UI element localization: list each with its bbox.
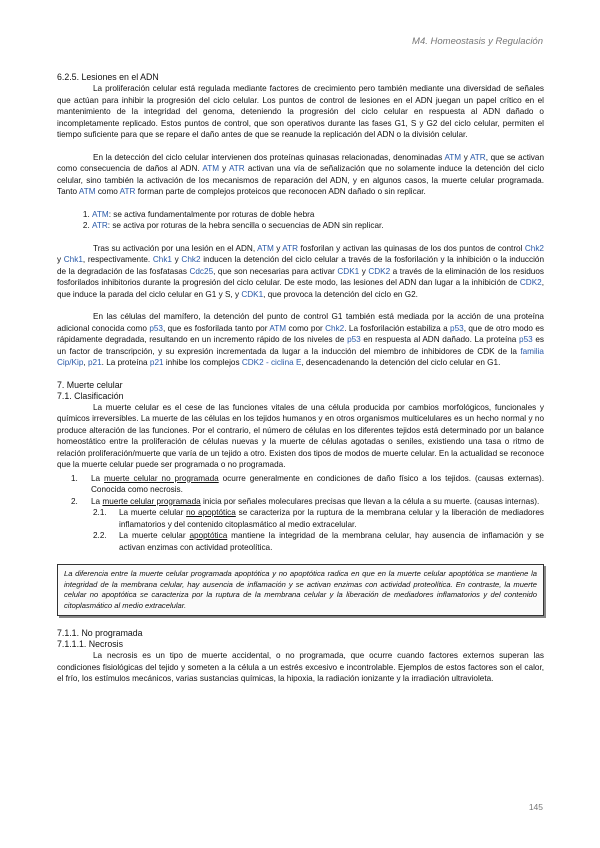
running-header: M4. Homeostasis y Regulación	[412, 36, 543, 47]
keyword: ATM	[257, 243, 274, 253]
keyword: p21	[87, 358, 102, 367]
paragraph-chk: Tras su activación por una lesión en el ADN, ATM y ATR fosforilan y activan las quinasas de los dos puntos de control Chk2 y Chk1, respectivamente. Chk1 y Chk2 inducen la detención del ciclo celular a través de la fosforilación y la inhibición o la inducción de la degradación de las fosfatasas Cdc25, que son necesarias para activar CDK1 y CDK2 a través de la eliminación de los residuos fosforilados inhibitorios durante la progresión del ciclo celular. De este modo, las lesiones del ADN dan lugar a la inhibición de CDK2, que induce la parada del ciclo celular en G1 y S, y CDK1, que provoca la detención del ciclo en G2.	[57, 243, 545, 299]
subsection-title-7-1-1: 7.1.1. No programada	[57, 628, 143, 638]
paragraph-p53: En las células del mamífero, la detención del punto de control G1 también está mediada por la acción de una proteína adicional conocida como p53, que es fosforilada tanto por ATM como por Chk2. La fosforilación estabiliza a p53, que de otro modo es rápidamente degradada, resultando en un incremento rápido de los niveles de p53 en respuesta al ADN dañado. La proteína p53 es un factor de transcripción, y su expresión incrementada da lugar a la inducción del miembro de inhibidores de CDK de la familia Cip/Kip, p21. La proteína p21 inhibe los complejos CDK2 - ciclina E, desencadenando la detención del ciclo celular en G1.	[57, 312, 544, 367]
list-item: 2. ATR: se activa por roturas de la hebra sencilla o secuencias de ADN sin replicar.	[92, 220, 544, 232]
keyword: p53	[347, 335, 361, 344]
keyword: Chk2	[325, 323, 345, 333]
keyword: ATR	[119, 187, 136, 196]
subsection-title-7-1: 7.1. Clasificación	[57, 390, 124, 401]
keyword: ATM	[78, 187, 96, 196]
keyword: Chk2	[524, 243, 544, 253]
page-number: 145	[528, 802, 543, 812]
list-item: 1. ATM: se activa fundamentalmente por roturas de doble hebra	[92, 209, 544, 221]
subsection-title-7-1-1-1: 7.1.1.1. Necrosis	[57, 639, 124, 649]
keyword: Chk1	[152, 255, 172, 264]
keyword: Chk1	[63, 255, 83, 264]
list-item: 2. La muerte celular programada inicia por señales moleculares precisas que llevan a la célula a su muerte. (causas internas). 2.1. La muerte celular no apoptótica se caracteriza por la ruptura de la membrana celular y la liberación de mediadores inflamatorios y del contenido citoplasmático al medio extracelular. 2.2. La muerte celular apoptótica mantiene la integridad de la membrana celular, hay ausencia de inflamación y se activan enzimas con actividad proteolítica.	[71, 496, 544, 552]
keyword: p53	[519, 335, 533, 344]
keyword: Chk2	[181, 255, 201, 264]
keyword: CDK2	[519, 278, 542, 287]
list-item: 1. La muerte celular no programada ocurre generalmente en condiciones de daño físico a los tejidos. (causas externas). Conocida como necrosis.	[71, 473, 544, 494]
paragraph: La necrosis es un tipo de muerte accidental, o no programada, que ocurre cuando factores externos superan las condiciones fisiológicas del tejido y someten a la célula a un estrés excesivo e incontrolable. Ejemplos de estos factores son el calor, el frío, los estímulos mecánicos, varias sustancias químicas, la hipoxia, la radiación ionizante y la irradiación ultravioleta.	[57, 651, 544, 683]
list-item: 2.1. La muerte celular no apoptótica se caracteriza por la ruptura de la membrana celular y la liberación de mediadores inflamatorios y del contenido citoplasmático al medio extracelular.	[93, 508, 544, 529]
keyword: p53	[450, 323, 464, 333]
keyword: CDK2	[368, 266, 391, 276]
list-item: 2.2. La muerte celular apoptótica mantiene la integridad de la membrana celular, hay ausencia de inflamación y se activan enzimas con actividad proteolítica.	[93, 531, 544, 552]
kinase-list	[57, 209, 544, 232]
keyword: ATM	[444, 152, 462, 162]
paragraph: La muerte celular es el cese de las funciones vitales de una célula producida por cambios morfológicos, funcionales y químicos irreversibles. La muerte de las células en los tejidos humanos y en otros organismos multicelulares es un hecho normal y no produce alteración de las funciones. Por el contrario, el número de células en los diferentes tejidos está determinado por un balance homeostático entre la proliferación de células nuevas y la muerte de células agotadas o seniles, existiendo una tasa o ritmo de relación proliferación/muerte que varía de un tejido a otro. Existen dos tipos de modos de muerte celular. En la actualidad se reconoce que la muerte celular puede ser programada o no programada.	[57, 402, 544, 469]
death-types-list	[57, 473, 544, 554]
keyword: Cdc25	[189, 266, 214, 276]
keyword: familia Cip/Kip	[57, 346, 544, 367]
keyword: ATR	[92, 221, 108, 230]
callout-box: La diferencia entre la muerte celular programada apoptótica y no apoptótica radica en que en la muerte celular apoptótica se mantiene la integridad de la membrana celular, hay ausencia de inflamación y se activan enzimas con actividad proteolítica. En contraste, la muerte celular no apoptótica se caracteriza por la ruptura de la membrana celular y la liberación de mediadores inflamatorios y del contenido citoplasmático al medio extracelular.	[57, 564, 544, 616]
keyword: ATM	[269, 323, 287, 333]
keyword: CDK2 - ciclina E	[241, 358, 302, 367]
keyword: ATM	[92, 209, 109, 219]
keyword: ATM	[202, 164, 220, 173]
keyword: ATR	[469, 152, 486, 162]
keyword: CDK1	[337, 266, 360, 276]
keyword: p53	[149, 323, 163, 333]
sublist	[91, 507, 544, 553]
keyword: ATR	[228, 164, 245, 173]
page-content	[57, 72, 544, 696]
section-title-7: 7. Muerte celular	[57, 379, 123, 390]
section-title-6-2-5: 6.2.5. Lesiones en el ADN	[57, 72, 159, 82]
keyword: ATR	[282, 243, 299, 253]
keyword: CDK1	[241, 289, 264, 299]
paragraph: La proliferación celular está regulada mediante factores de crecimiento pero también mediante una diversidad de señales que actúan para inhibir la progresión del ciclo celular. Los puntos de control de lesiones en el ADN juegan un papel crítico en el mantenimiento de la integridad del genoma, deteniendo la progresión del ciclo celular en respuesta al ADN dañado o incompletamente replicado. Estos puntos de control, que son operativos durante las fases G1, S y G2 del ciclo celular, permiten el tiempo suficiente para que se repare el daño antes de que se reanude la replicación del ADN o la división celular.	[57, 84, 544, 139]
keyword: p21	[149, 358, 164, 367]
paragraph-atm-atr: En la detección del ciclo celular intervienen dos proteínas quinasas relacionadas, denominadas ATM y ATR, que se activan como consecuencia de daños al ADN. ATM y ATR activan una vía de señalización que no solamente induce la detención del ciclo celular, sino también la activación de los mecanismos de reparación del ADN, y en algunos casos, la muerte celular programada. Tanto ATM como ATR forman parte de complejos proteicos que reconocen ADN dañado o sin replicar.	[57, 152, 545, 196]
